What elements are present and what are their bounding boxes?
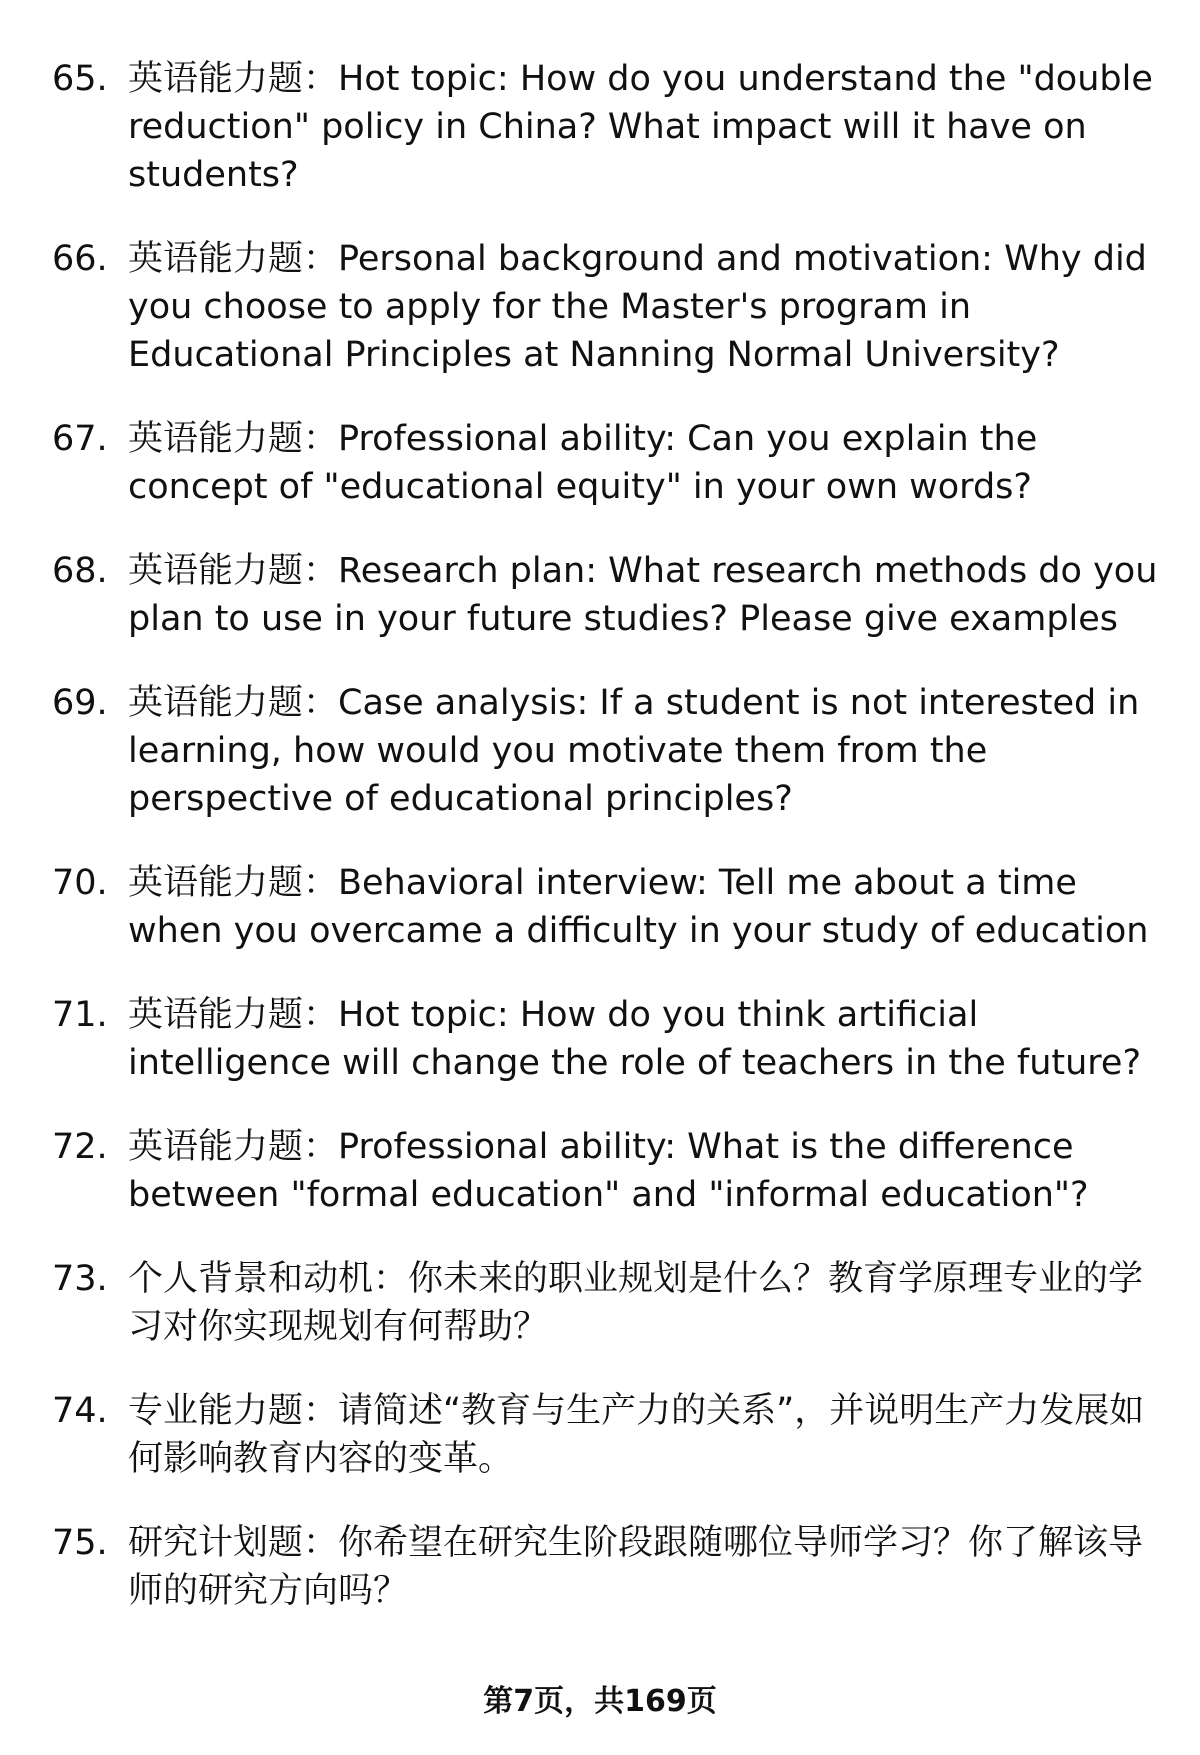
question-text: 英语能力题：Professional ability: What is the difference between "formal education" and "informal education"? xyxy=(128,1127,1089,1215)
question-text: 英语能力题：Behavioral interview: Tell me about a time when you overcame a difficulty in your study of education xyxy=(128,863,1149,951)
question-text: 个人背景和动机：你未来的职业规划是什么？教育学原理专业的学习对你实现规划有何帮助？ xyxy=(128,1259,1144,1347)
question-text: 研究计划题：你希望在研究生阶段跟随哪位导师学习？你了解该导师的研究方向吗？ xyxy=(128,1523,1144,1611)
question-number: 68. xyxy=(52,551,108,591)
question-number: 73. xyxy=(52,1259,108,1299)
question-number: 75. xyxy=(52,1523,108,1563)
question-item xyxy=(0,859,1200,955)
question-number: 72. xyxy=(52,1127,108,1167)
question-number: 67. xyxy=(52,419,108,459)
question-text: 专业能力题：请简述“教育与生产力的关系”，并说明生产力发展如何影响教育内容的变革。 xyxy=(128,1391,1145,1479)
question-item xyxy=(0,679,1200,823)
question-text: 英语能力题：Case analysis: If a student is not interested in learning, how would you motivate them from the perspective of educational principles? xyxy=(128,683,1140,819)
question-number: 70. xyxy=(52,863,108,903)
page-footer: 第7页，共169页 xyxy=(483,1684,717,1719)
question-text: 英语能力题：Hot topic: How do you think artificial intelligence will change the role of teachers in the future? xyxy=(128,995,1142,1083)
question-number: 69. xyxy=(52,683,108,723)
question-item xyxy=(0,235,1200,379)
question-text: 英语能力题：Research plan: What research methods do you plan to use in your future studies? Please give examples xyxy=(128,551,1158,639)
question-number: 71. xyxy=(52,995,108,1035)
question-number: 66. xyxy=(52,239,108,279)
question-list xyxy=(0,55,1200,1651)
question-item xyxy=(0,1255,1200,1351)
question-item xyxy=(0,1519,1200,1615)
question-number: 74. xyxy=(52,1391,108,1431)
question-text: 英语能力题：Professional ability: Can you explain the concept of "educational equity" in your own words? xyxy=(128,419,1038,507)
question-text: 英语能力题：Hot topic: How do you understand the "double reduction" policy in China? What impact will it have on students? xyxy=(128,59,1153,195)
question-item xyxy=(0,547,1200,643)
question-item xyxy=(0,1123,1200,1219)
question-item xyxy=(0,415,1200,511)
question-item xyxy=(0,991,1200,1087)
question-item xyxy=(0,1387,1200,1483)
question-item xyxy=(0,55,1200,199)
question-text: 英语能力题：Personal background and motivation: Why did you choose to apply for the Master's program in Educational Principles at Nanning Normal University? xyxy=(128,239,1147,375)
question-number: 65. xyxy=(52,59,108,99)
